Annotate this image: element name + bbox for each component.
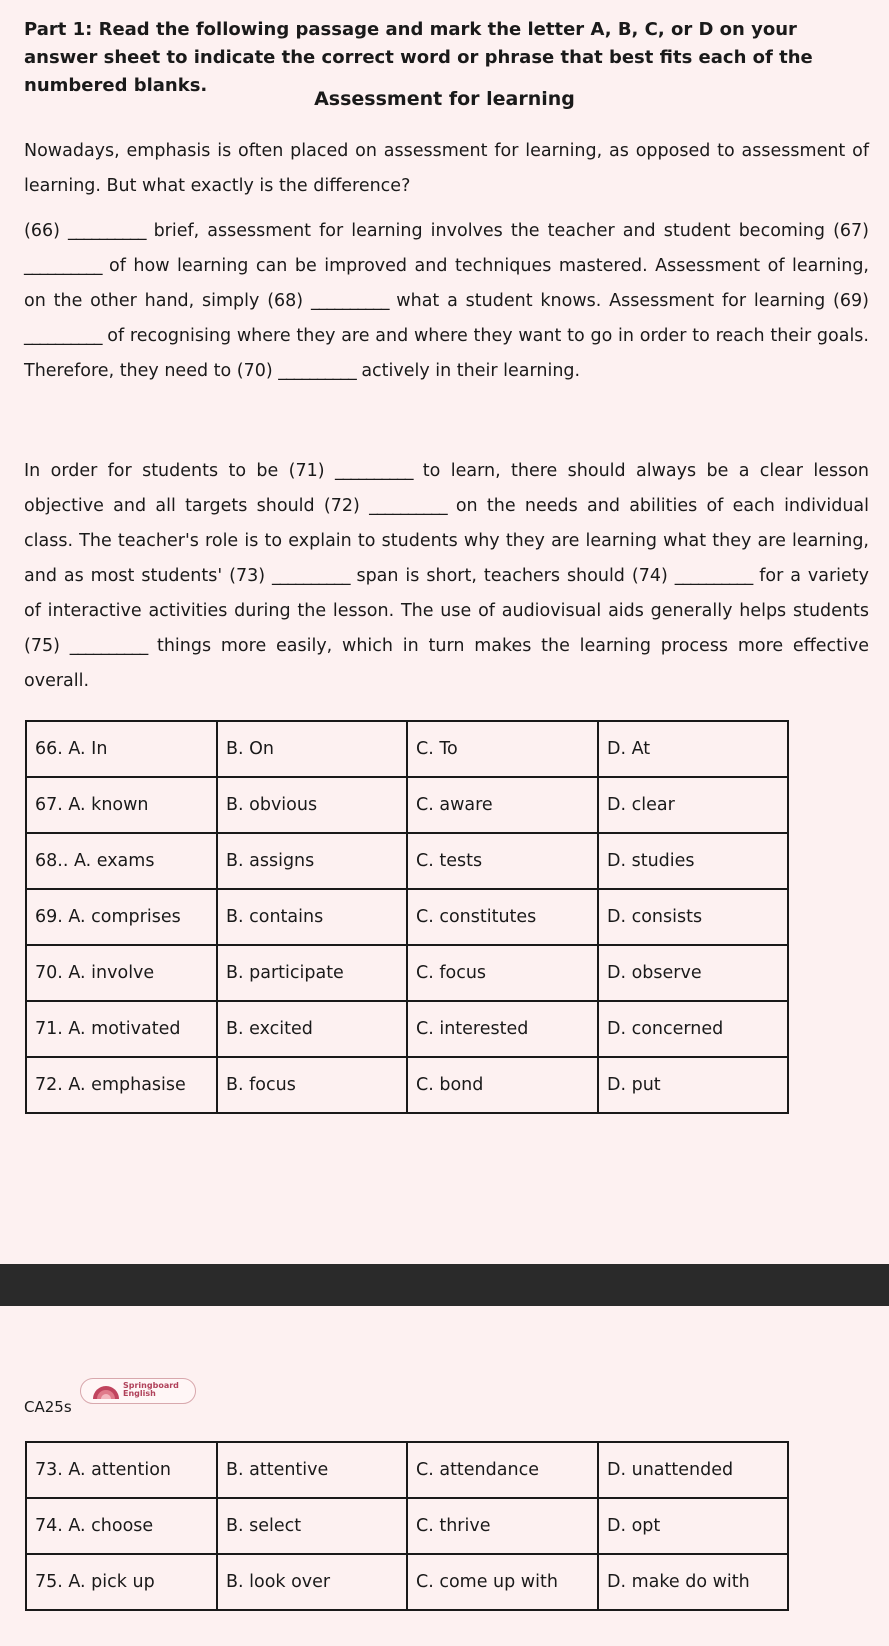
paragraph-1: Nowadays, emphasis is often placed on assessment for learning, as opposed to assessment of learning. But what exactly is the difference? (24, 141, 869, 196)
logo-line-2: English (123, 1389, 156, 1398)
p2-seg-6: actively in their learning. (355, 361, 581, 381)
options-row (26, 1057, 788, 1113)
p3-seg-4: span is short, teachers should (74) (349, 566, 675, 586)
p3-seg-3: on the needs and abilities of each individual class. The teacher's role is to explain to students why they are learning what they are learning, and as most students' (73) (24, 496, 870, 586)
option-cell: B. assigns (217, 833, 407, 889)
option-cell: C. tests (407, 833, 598, 889)
passage-title: Assessment for learning (314, 88, 575, 110)
option-cell: C. To (407, 721, 598, 777)
p3-seg-5: for a variety of interactive activities during the lesson. The use of audiovisual aids generally helps students (75) (24, 566, 870, 656)
p2-seg-5: of recognising where they are and where they want to go in order to reach their goals. Therefore, they need to (70) (24, 326, 869, 381)
document-code: CA25s (24, 1398, 72, 1416)
blank-69: __________ (24, 326, 102, 346)
option-cell: 72. A. emphasise (26, 1057, 217, 1113)
option-cell: 71. A. motivated (26, 1001, 217, 1057)
option-cell: C. attendance (407, 1442, 598, 1498)
blank-70: __________ (278, 361, 356, 381)
options-table-73-75 (25, 1441, 789, 1611)
option-cell: 67. A. known (26, 777, 217, 833)
blank-68: __________ (310, 291, 389, 311)
options-row (26, 1442, 788, 1498)
p3-seg-1: In order for students to be (71) (24, 461, 335, 481)
rainbow-icon (91, 1382, 121, 1400)
option-cell: B. attentive (217, 1442, 407, 1498)
logo-line-1: Springboard (123, 1381, 179, 1390)
blank-66: __________ (68, 221, 146, 241)
p2-seg-1: (66) (24, 221, 68, 241)
option-cell: C. thrive (407, 1498, 598, 1554)
option-cell: B. focus (217, 1057, 407, 1113)
blank-74: __________ (674, 566, 753, 586)
option-cell: D. opt (598, 1498, 788, 1554)
p3-seg-2: to learn, there should always be a clear lesson objective and all targets should (72) (24, 461, 869, 516)
option-cell: B. participate (217, 945, 407, 1001)
option-cell: C. aware (407, 777, 598, 833)
option-cell: 66. A. In (26, 721, 217, 777)
option-cell: 69. A. comprises (26, 889, 217, 945)
option-cell: D. put (598, 1057, 788, 1113)
option-cell: B. look over (217, 1554, 407, 1610)
option-cell: C. come up with (407, 1554, 598, 1610)
option-cell: D. concerned (598, 1001, 788, 1057)
option-cell: 70. A. involve (26, 945, 217, 1001)
blank-67: __________ (24, 256, 102, 276)
option-cell: D. make do with (598, 1554, 788, 1610)
option-cell: 74. A. choose (26, 1498, 217, 1554)
option-cell: C. interested (407, 1001, 598, 1057)
option-cell: D. unattended (598, 1442, 788, 1498)
options-row (26, 1001, 788, 1057)
option-cell: B. select (217, 1498, 407, 1554)
options-table-66-72 (25, 720, 789, 1114)
options-row (26, 1498, 788, 1554)
blank-73: __________ (272, 566, 350, 586)
option-cell: D. clear (598, 777, 788, 833)
p2-seg-4: what a student knows. Assessment for learning (69) (388, 291, 869, 311)
p2-seg-2: brief, assessment for learning involves the teacher and student becoming (67) (145, 221, 869, 241)
option-cell: C. constitutes (407, 889, 598, 945)
options-row (26, 777, 788, 833)
blank-71: __________ (334, 461, 413, 481)
option-cell: D. At (598, 721, 788, 777)
option-cell: B. On (217, 721, 407, 777)
option-cell: D. observe (598, 945, 788, 1001)
option-cell: 75. A. pick up (26, 1554, 217, 1610)
blank-75: __________ (69, 636, 148, 656)
option-cell: B. obvious (217, 777, 407, 833)
option-cell: C. focus (407, 945, 598, 1001)
options-row (26, 721, 788, 777)
options-row (26, 833, 788, 889)
paragraph-2 (24, 214, 869, 389)
option-cell: D. consists (598, 889, 788, 945)
options-row (26, 945, 788, 1001)
options-row (26, 889, 788, 945)
blank-72: __________ (369, 496, 447, 516)
logo-wordmark (123, 1382, 179, 1398)
p3-seg-6: things more easily, which in turn makes the learning process more effective overall. (24, 636, 869, 691)
option-cell: 68.. A. exams (26, 833, 217, 889)
option-cell: B. excited (217, 1001, 407, 1057)
p2-seg-3: of how learning can be improved and techniques mastered. Assessment of learning, on the other hand, simply (68) (24, 256, 869, 311)
option-cell: D. studies (598, 833, 788, 889)
option-cell: B. contains (217, 889, 407, 945)
instruction-text: Part 1: Read the following passage and mark the letter A, B, C, or D on your answer sheet to indicate the correct word or phrase that best fits each of the numbered blanks. (24, 19, 813, 96)
page-divider-band (0, 1264, 889, 1306)
options-row (26, 1554, 788, 1610)
option-cell: C. bond (407, 1057, 598, 1113)
paragraph-3 (24, 454, 869, 699)
option-cell: 73. A. attention (26, 1442, 217, 1498)
springboard-logo (80, 1378, 196, 1404)
